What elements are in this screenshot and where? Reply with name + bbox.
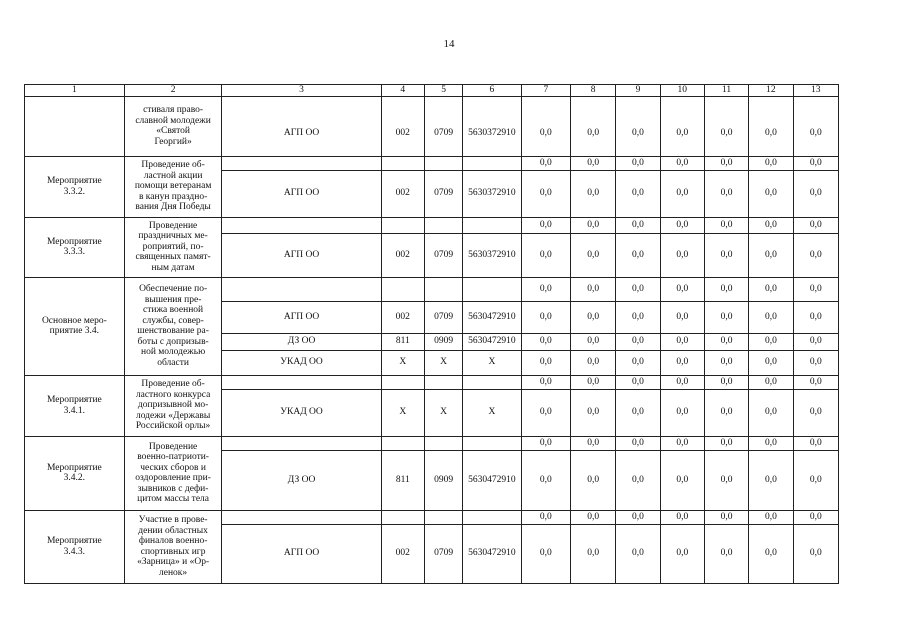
amount-cell: 0,0: [704, 333, 748, 350]
section-code-cell: 0709: [424, 524, 462, 583]
amount-cell: 0,0: [521, 217, 570, 233]
event-name-line: ленок»: [159, 567, 188, 578]
empty-cell: [616, 96, 660, 110]
amount-cell: 0,0: [660, 333, 704, 350]
event-name-line: зывников с дефи-: [137, 483, 209, 494]
amount-cell: 0,0: [660, 217, 704, 233]
empty-cell: [222, 96, 381, 110]
event-name-line: ластной акции: [143, 170, 203, 181]
target-code-cell: [463, 510, 521, 524]
amount-cell: 0,0: [793, 450, 838, 510]
amount-cell: 0,0: [660, 450, 704, 510]
table-row: [25, 217, 839, 233]
amount-cell: 0,0: [616, 277, 660, 301]
event-name-line: ным датам: [151, 262, 195, 273]
amount-cell: 0,0: [660, 510, 704, 524]
amount-cell: 0,0: [704, 389, 748, 436]
target-code-cell: [463, 217, 521, 233]
event-name-cell: [124, 277, 222, 375]
event-name-line: «Зарница» и «Ор-: [137, 557, 210, 567]
event-name-line: в канун праздно-: [138, 191, 208, 202]
amount-cell: 0,0: [793, 156, 838, 170]
amount-cell: 0,0: [704, 350, 748, 375]
event-name-line: помощи ветеранам: [134, 181, 212, 192]
column-header: 12: [749, 85, 793, 97]
event-name-line: стиваля право-: [143, 105, 204, 115]
amount-cell: 0,0: [704, 450, 748, 510]
target-code-cell: [463, 277, 521, 301]
amount-cell: 0,0: [793, 233, 838, 277]
event-name-line: Проведение об-: [141, 160, 205, 171]
event-name-line: шенствование ра-: [137, 326, 209, 336]
amount-cell: 0,0: [704, 510, 748, 524]
amount-cell: 0,0: [571, 333, 616, 350]
table-row: [25, 156, 839, 170]
target-code-cell: 5630472910: [463, 450, 521, 510]
amount-cell: 0,0: [749, 389, 793, 436]
amount-cell: 0,0: [571, 436, 616, 450]
ministry-code-cell: 002: [381, 110, 424, 156]
event-code-line: Мероприятие: [46, 536, 102, 546]
executor-cell: АГП ОО: [222, 301, 381, 333]
event-name-line: ной молодежью: [140, 347, 206, 357]
amount-cell: 0,0: [749, 277, 793, 301]
amount-cell: 0,0: [793, 389, 838, 436]
amount-cell: 0,0: [660, 156, 704, 170]
event-code-cell: [25, 96, 125, 156]
event-name-cell: [124, 217, 222, 277]
table-row: [25, 277, 839, 301]
table-body: [25, 96, 839, 583]
amount-cell: 0,0: [616, 333, 660, 350]
event-name-line: лодежи «Державы: [135, 410, 211, 421]
event-name-line: области: [157, 357, 189, 368]
column-header: 4: [381, 85, 424, 97]
ministry-code-cell: 002: [381, 170, 424, 217]
event-name-cell: [124, 436, 222, 510]
table-row: [25, 375, 839, 389]
event-name-cell: [124, 510, 222, 583]
section-code-cell: [424, 436, 462, 450]
amount-cell: 0,0: [571, 110, 616, 156]
section-code-cell: [424, 277, 462, 301]
executor-cell: УКАД ОО: [222, 350, 381, 375]
section-code-cell: 0709: [424, 301, 462, 333]
executor-cell: АГП ОО: [222, 110, 381, 156]
section-code-cell: 0909: [424, 333, 462, 350]
amount-cell: 0,0: [749, 110, 793, 156]
amount-cell: 0,0: [616, 170, 660, 217]
budget-table: [24, 84, 839, 584]
amount-cell: 0,0: [704, 375, 748, 389]
amount-cell: 0,0: [660, 350, 704, 375]
executor-cell: [222, 436, 381, 450]
event-name-cell: [124, 156, 222, 217]
amount-cell: 0,0: [660, 170, 704, 217]
amount-cell: 0,0: [616, 217, 660, 233]
target-code-cell: 5630372910: [463, 110, 521, 156]
amount-cell: 0,0: [521, 350, 570, 375]
amount-cell: 0,0: [571, 156, 616, 170]
column-header: 7: [521, 85, 570, 97]
amount-cell: 0,0: [704, 170, 748, 217]
ministry-code-cell: 002: [381, 233, 424, 277]
amount-cell: 0,0: [521, 524, 570, 583]
empty-cell: [793, 96, 838, 110]
event-code-cell: [25, 217, 125, 277]
executor-cell: [222, 277, 381, 301]
amount-cell: 0,0: [749, 156, 793, 170]
executor-cell: [222, 510, 381, 524]
target-code-cell: X: [463, 350, 521, 375]
ministry-code-cell: [381, 510, 424, 524]
column-header: 10: [660, 85, 704, 97]
section-code-cell: [424, 510, 462, 524]
amount-cell: 0,0: [616, 436, 660, 450]
event-name-line: спортивных игр: [140, 546, 206, 557]
amount-cell: 0,0: [660, 233, 704, 277]
column-header: 8: [571, 85, 616, 97]
ministry-code-cell: 002: [381, 301, 424, 333]
executor-cell: ДЗ ОО: [222, 450, 381, 510]
amount-cell: 0,0: [704, 524, 748, 583]
empty-cell: [521, 96, 570, 110]
column-header: 6: [463, 85, 521, 97]
amount-cell: 0,0: [793, 375, 838, 389]
executor-cell: АГП ОО: [222, 233, 381, 277]
amount-cell: 0,0: [749, 450, 793, 510]
section-code-cell: [424, 156, 462, 170]
event-code-cell: [25, 510, 125, 583]
amount-cell: 0,0: [704, 277, 748, 301]
ministry-code-cell: [381, 277, 424, 301]
target-code-cell: [463, 375, 521, 389]
event-name-line: роприятий, по-: [142, 241, 204, 252]
section-code-cell: 0709: [424, 110, 462, 156]
amount-cell: 0,0: [521, 389, 570, 436]
event-code-cell: [25, 436, 125, 510]
empty-cell: [463, 96, 521, 110]
executor-cell: [222, 217, 381, 233]
event-code-cell: [25, 277, 125, 375]
amount-cell: 0,0: [660, 389, 704, 436]
event-code-line: 3.3.2.: [63, 186, 86, 197]
event-name-line: военно-патриоти-: [137, 452, 209, 462]
event-code-line: 3.4.2.: [63, 473, 86, 483]
event-code-cell: [25, 156, 125, 217]
executor-cell: ДЗ ОО: [222, 333, 381, 350]
amount-cell: 0,0: [704, 436, 748, 450]
executor-cell: [222, 375, 381, 389]
amount-cell: 0,0: [571, 170, 616, 217]
amount-cell: 0,0: [704, 301, 748, 333]
column-header: 1: [25, 85, 125, 97]
event-name-cell: [124, 96, 222, 156]
target-code-cell: 5630472910: [463, 333, 521, 350]
target-code-cell: 5630472910: [463, 524, 521, 583]
event-code-cell: [25, 375, 125, 436]
event-name-line: стижа военной: [143, 305, 204, 315]
amount-cell: 0,0: [749, 436, 793, 450]
amount-cell: 0,0: [571, 233, 616, 277]
empty-cell: [660, 96, 704, 110]
amount-cell: 0,0: [660, 277, 704, 301]
section-code-cell: [424, 217, 462, 233]
table-row: [25, 510, 839, 524]
amount-cell: 0,0: [616, 450, 660, 510]
section-code-cell: 0709: [424, 170, 462, 217]
amount-cell: 0,0: [616, 375, 660, 389]
amount-cell: 0,0: [749, 510, 793, 524]
event-name-line: Проведение: [148, 220, 198, 231]
amount-cell: 0,0: [616, 510, 660, 524]
target-code-cell: X: [463, 389, 521, 436]
amount-cell: 0,0: [571, 301, 616, 333]
amount-cell: 0,0: [521, 156, 570, 170]
event-name-line: вания Дня Победы: [135, 202, 211, 213]
table-row: [25, 436, 839, 450]
ministry-code-cell: [381, 375, 424, 389]
amount-cell: 0,0: [749, 233, 793, 277]
amount-cell: 0,0: [521, 110, 570, 156]
amount-cell: 0,0: [749, 333, 793, 350]
amount-cell: 0,0: [571, 375, 616, 389]
executor-cell: УКАД ОО: [222, 389, 381, 436]
ministry-code-cell: [381, 217, 424, 233]
amount-cell: 0,0: [616, 156, 660, 170]
event-name-line: священных памят-: [135, 252, 211, 263]
target-code-cell: [463, 156, 521, 170]
amount-cell: 0,0: [704, 217, 748, 233]
amount-cell: 0,0: [704, 156, 748, 170]
event-name-line: «Святой: [156, 126, 190, 136]
amount-cell: 0,0: [660, 110, 704, 156]
column-header: 5: [424, 85, 462, 97]
amount-cell: 0,0: [660, 301, 704, 333]
amount-cell: 0,0: [616, 301, 660, 333]
amount-cell: 0,0: [793, 350, 838, 375]
event-name-line: Проведение: [148, 441, 198, 452]
amount-cell: 0,0: [749, 524, 793, 583]
event-code-line: Основное меро-: [41, 315, 107, 326]
event-name-line: допризывной мо-: [137, 400, 209, 411]
amount-cell: 0,0: [616, 110, 660, 156]
event-code-line: приятие 3.4.: [49, 326, 100, 336]
executor-cell: АГП ОО: [222, 170, 381, 217]
event-name-line: Участие в прове-: [138, 515, 208, 525]
amount-cell: 0,0: [571, 277, 616, 301]
amount-cell: 0,0: [571, 350, 616, 375]
event-code-line: Мероприятие: [46, 236, 102, 247]
amount-cell: 0,0: [571, 217, 616, 233]
event-code-line: 3.3.3.: [63, 247, 86, 257]
amount-cell: 0,0: [704, 233, 748, 277]
executor-cell: [222, 156, 381, 170]
executor-cell: АГП ОО: [222, 524, 381, 583]
amount-cell: 0,0: [616, 233, 660, 277]
event-name-line: Проведение об-: [141, 379, 205, 390]
empty-cell: [571, 96, 616, 110]
empty-cell: [704, 96, 748, 110]
amount-cell: 0,0: [521, 170, 570, 217]
event-name-line: службы, совер-: [142, 315, 204, 326]
event-name-line: вышения пре-: [144, 294, 202, 305]
event-code-line: Мероприятие: [46, 395, 102, 405]
amount-cell: 0,0: [660, 375, 704, 389]
amount-cell: 0,0: [660, 436, 704, 450]
event-name-line: праздничных ме-: [138, 231, 208, 242]
table-row: [25, 96, 839, 110]
event-name-line: финалов военно-: [138, 536, 208, 546]
amount-cell: 0,0: [571, 510, 616, 524]
target-code-cell: 5630372910: [463, 170, 521, 217]
ministry-code-cell: 811: [381, 450, 424, 510]
empty-cell: [381, 96, 424, 110]
amount-cell: 0,0: [749, 301, 793, 333]
amount-cell: 0,0: [793, 436, 838, 450]
column-header: 13: [793, 85, 838, 97]
event-name-line: ческих сборов и: [140, 462, 206, 473]
amount-cell: 0,0: [793, 110, 838, 156]
section-code-cell: 0709: [424, 233, 462, 277]
column-header: 3: [222, 85, 381, 97]
amount-cell: 0,0: [571, 524, 616, 583]
ministry-code-cell: 811: [381, 333, 424, 350]
section-code-cell: X: [424, 389, 462, 436]
amount-cell: 0,0: [521, 333, 570, 350]
amount-cell: 0,0: [521, 510, 570, 524]
amount-cell: 0,0: [616, 389, 660, 436]
amount-cell: 0,0: [521, 233, 570, 277]
amount-cell: 0,0: [521, 375, 570, 389]
amount-cell: 0,0: [571, 389, 616, 436]
amount-cell: 0,0: [749, 350, 793, 375]
empty-cell: [424, 96, 462, 110]
column-header: 9: [616, 85, 660, 97]
section-code-cell: X: [424, 350, 462, 375]
amount-cell: 0,0: [616, 524, 660, 583]
ministry-code-cell: [381, 436, 424, 450]
amount-cell: 0,0: [793, 301, 838, 333]
event-code-line: Мероприятие: [46, 176, 102, 186]
target-code-cell: [463, 436, 521, 450]
event-code-line: Мероприятие: [46, 462, 102, 473]
target-code-cell: 5630372910: [463, 233, 521, 277]
event-name-line: дении областных: [138, 525, 208, 536]
event-name-line: ластного конкурса: [135, 389, 211, 400]
event-name-line: Обеспечение по-: [139, 284, 208, 294]
amount-cell: 0,0: [793, 333, 838, 350]
amount-cell: 0,0: [793, 524, 838, 583]
event-name-line: боты с допризыв-: [137, 336, 209, 347]
ministry-code-cell: X: [381, 350, 424, 375]
event-name-cell: [124, 375, 222, 436]
page-number: 14: [443, 38, 455, 50]
column-header: 2: [124, 85, 222, 97]
amount-cell: 0,0: [571, 450, 616, 510]
ministry-code-cell: X: [381, 389, 424, 436]
amount-cell: 0,0: [793, 170, 838, 217]
amount-cell: 0,0: [521, 301, 570, 333]
amount-cell: 0,0: [521, 277, 570, 301]
amount-cell: 0,0: [704, 110, 748, 156]
amount-cell: 0,0: [793, 510, 838, 524]
amount-cell: 0,0: [749, 217, 793, 233]
amount-cell: 0,0: [616, 350, 660, 375]
amount-cell: 0,0: [521, 450, 570, 510]
ministry-code-cell: [381, 156, 424, 170]
event-name-line: славной молодежи: [135, 115, 211, 126]
event-code-line: 3.4.1.: [63, 405, 86, 416]
target-code-cell: 5630472910: [463, 301, 521, 333]
empty-cell: [749, 96, 793, 110]
amount-cell: 0,0: [660, 524, 704, 583]
event-name-line: оздоровление при-: [135, 473, 211, 483]
column-header: 11: [704, 85, 748, 97]
amount-cell: 0,0: [793, 277, 838, 301]
amount-cell: 0,0: [521, 436, 570, 450]
amount-cell: 0,0: [749, 170, 793, 217]
event-code-line: 3.4.3.: [63, 546, 86, 557]
event-name-line: Георгий»: [154, 136, 192, 147]
section-code-cell: 0909: [424, 450, 462, 510]
event-name-line: цитом массы тела: [137, 494, 210, 504]
section-code-cell: [424, 375, 462, 389]
amount-cell: 0,0: [793, 217, 838, 233]
header-row: [25, 85, 839, 97]
amount-cell: 0,0: [749, 375, 793, 389]
event-name-line: Российской орлы»: [135, 421, 211, 432]
ministry-code-cell: 002: [381, 524, 424, 583]
